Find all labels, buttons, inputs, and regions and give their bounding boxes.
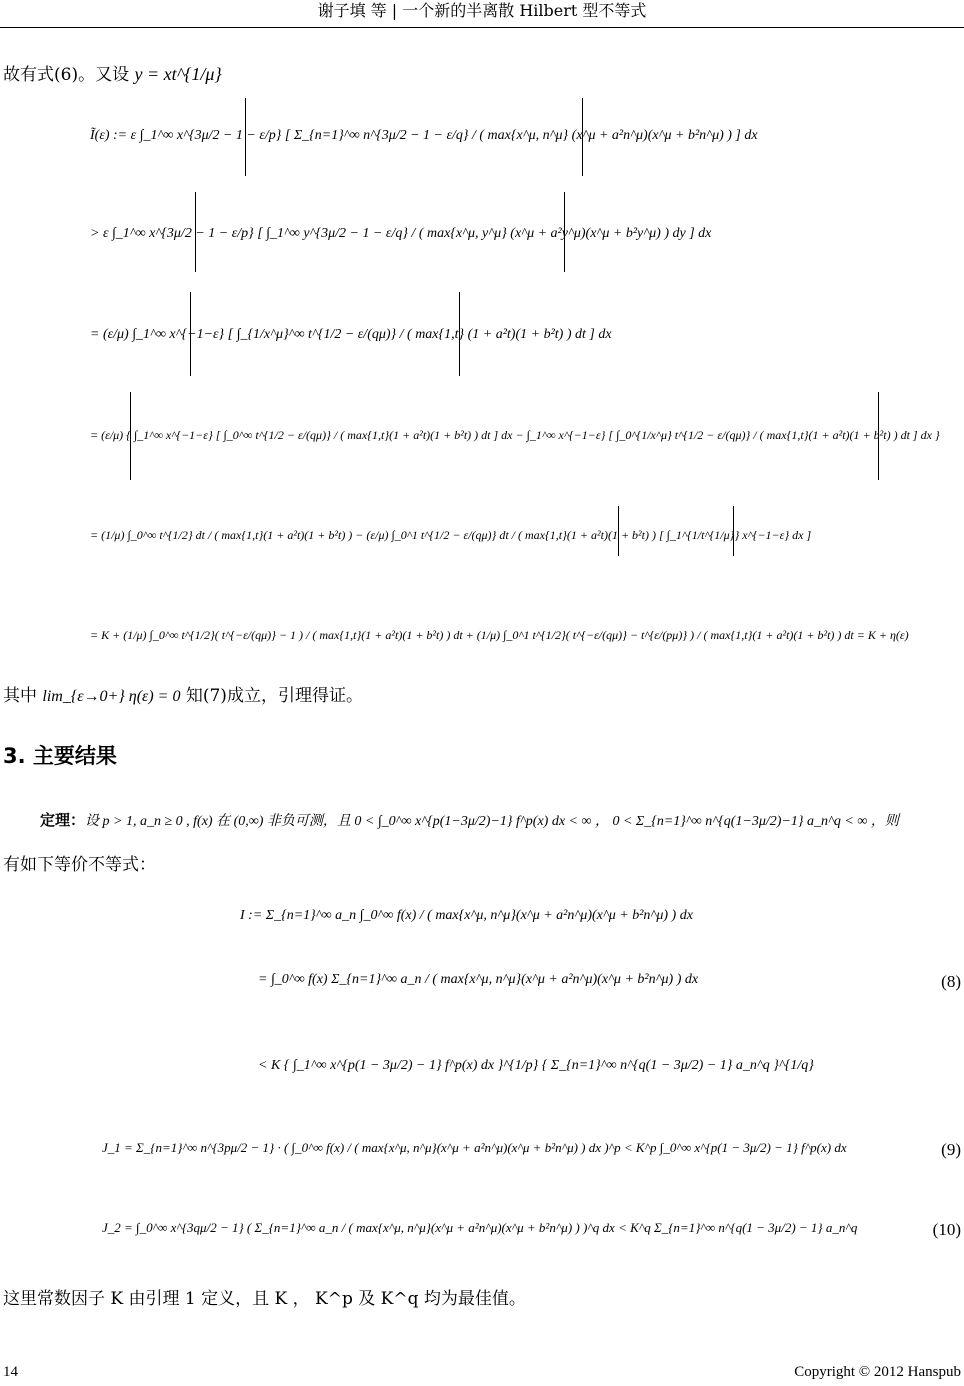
eq9-number: (9) — [941, 1140, 961, 1159]
derivation-line-6: = K + (1/μ) ∫_0^∞ t^{1/2}( t^{−ε/(qμ)} − 1 ) / ( max{1,t}(1 + a²t)(1 + b²t) ) dt + (1/μ) ∫_0^1 t^{1/2}( t^{−ε/(qμ)} − t^{ε/(pμ)} ) / ( max{1,t}(1 + a²t)(1 + b²t) ) dt = K + η(ε) — [90, 628, 909, 642]
intro-line — [3, 62, 222, 87]
derivation-line-4: = (ε/μ) { ∫_1^∞ x^{−1−ε} [ ∫_0^∞ t^{1/2 − ε/(qμ)} / ( max{1,t}(1 + a²t)(1 + b²t) ) dt ] dx − ∫_1^∞ x^{−1−ε} [ ∫_0^{1/x^μ} t^{1/2 − ε/(qμ)} / ( max{1,t}(1 + a²t)(1 + b²t) ) dt ] dx } — [90, 428, 940, 442]
intro-text: 故有式(6)。又设 — [3, 65, 130, 85]
derivation-line-5: = (1/μ) ∫_0^∞ t^{1/2} dt / ( max{1,t}(1 + a²t)(1 + b²t) ) − (ε/μ) ∫_0^1 t^{1/2 − ε/(qμ)} dt / ( max{1,t}(1 + a²t)(1 + b²t) ) [ ∫_1^{1/t^{1/μ}} x^{−1−ε} dx ] — [90, 528, 812, 542]
bracket-line-5 — [618, 506, 734, 556]
derivation-line-2: > ε ∫_1^∞ x^{3μ/2 − 1 − ε/p} [ ∫_1^∞ y^{3μ/2 − 1 − ε/q} / ( max{x^μ, y^μ} (x^μ + a²y^μ)(x^μ + b²y^μ) ) dy ] dx — [90, 226, 712, 241]
theorem-line — [40, 808, 899, 834]
bracket-line-4 — [130, 392, 879, 480]
closing-line: 这里常数因子 K 由引理 1 定义，且 K ， K^p 及 K^q 均为最佳值。 — [3, 1289, 526, 1309]
bracket-line-2 — [195, 192, 565, 272]
eq8-number: (8) — [941, 972, 961, 991]
theorem-label: 定理： — [40, 811, 86, 829]
intro-math: y = xt^{1/μ} — [134, 64, 222, 84]
eq9: J_1 = Σ_{n=1}^∞ n^{3pμ/2 − 1} · ( ∫_0^∞ f(x) / ( max{x^μ, n^μ}(x^μ + a²n^μ)(x^μ + b²n^μ) ) dx )^p < K^p ∫_0^∞ x^{p(1 − 3μ/2) − 1} f^p(x) dx — [102, 1140, 847, 1155]
conclusion-suffix: 知(7)成立，引理得证。 — [185, 686, 363, 706]
eq8-line-2: = ∫_0^∞ f(x) Σ_{n=1}^∞ a_n / ( max{x^μ, n^μ}(x^μ + a²n^μ)(x^μ + b²n^μ) ) dx — [258, 972, 699, 987]
section-title: 3. 主要结果 — [3, 744, 117, 768]
conclusion-math: lim_{ε→0+} η(ε) = 0 — [42, 688, 181, 705]
theorem-line-2: 有如下等价不等式： — [3, 855, 156, 875]
copyright: Copyright © 2012 Hanspub — [794, 1364, 961, 1380]
conclusion-line — [3, 684, 363, 709]
page-number: 14 — [3, 1364, 18, 1380]
running-header: 谢子填 等 | 一个新的半离散 Hilbert 型不等式 — [317, 1, 647, 20]
bracket-line-1 — [245, 98, 583, 176]
theorem-statement: 设 p > 1, a_n ≥ 0 , f(x) 在 (0,∞) 非负可测，且 0 < ∫_0^∞ x^{p(1−3μ/2)−1} f^p(x) dx < ∞ ， 0 < Σ_{n=1}^∞ n^{q(1−3μ/2)−1} a_n^q < ∞ ，则 — [85, 814, 899, 829]
eq8-line-1: I := Σ_{n=1}^∞ a_n ∫_0^∞ f(x) / ( max{x^μ, n^μ}(x^μ + a²n^μ)(x^μ + b²n^μ) ) dx — [240, 908, 693, 923]
derivation-line-3: = (ε/μ) ∫_1^∞ x^{−1−ε} [ ∫_{1/x^μ}^∞ t^{1/2 − ε/(qμ)} / ( max{1,t} (1 + a²t)(1 + b²t) ) dt ] dx — [90, 327, 612, 342]
eq10-number: (10) — [932, 1220, 961, 1239]
derivation-line-1: Ĩ(ε) := ε ∫_1^∞ x^{3μ/2 − 1 − ε/p} [ Σ_{n=1}^∞ n^{3μ/2 − 1 − ε/q} / ( max{x^μ, n^μ} (x^μ + a²n^μ)(x^μ + b²n^μ) ) ] dx — [90, 128, 758, 143]
conclusion-prefix: 其中 — [3, 686, 37, 706]
eq10: J_2 = ∫_0^∞ x^{3qμ/2 − 1} ( Σ_{n=1}^∞ a_n / ( max{x^μ, n^μ}(x^μ + a²n^μ)(x^μ + b²n^μ) ) )^q dx < K^q Σ_{n=1}^∞ n^{q(1 − 3μ/2) − 1} a_n^q — [102, 1220, 858, 1235]
eq8-line-3: < K { ∫_1^∞ x^{p(1 − 3μ/2) − 1} f^p(x) dx }^{1/p} { Σ_{n=1}^∞ n^{q(1 − 3μ/2) − 1} a_n^q }^{1/q} — [258, 1058, 814, 1073]
bracket-line-3 — [190, 292, 460, 376]
header-rule — [0, 27, 964, 28]
